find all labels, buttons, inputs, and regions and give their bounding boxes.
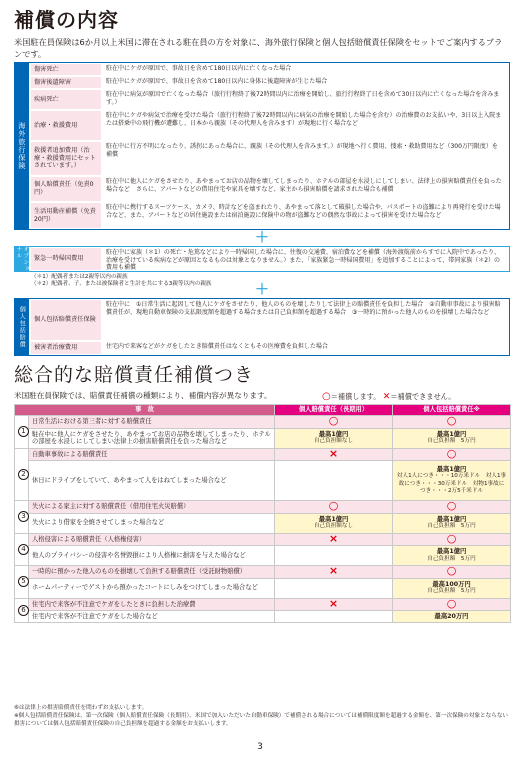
mark-umbrella: ○ bbox=[393, 566, 511, 579]
row-desc: 駐在中に家族（＊1）の死亡・危篤などにより一時帰国した場合に、往復の交通費、宿泊費などを補償（海外渡航前からすでに入院中であったり、治療を受けている疾病などが原因となるものは対象となりません。）また、「家族緊急一時帰国費用」を追加することによって、帯同家族（＊2）の費用も補償 bbox=[106, 249, 501, 272]
row-number: 6 bbox=[15, 598, 29, 623]
row-example: 休日にドライブをしていて、あやまって人をはねてしまった場合など bbox=[29, 461, 275, 501]
amount-personal-empty bbox=[275, 578, 393, 598]
header-umbrella: 個人包括賠償責任※ bbox=[393, 405, 511, 416]
row-desc: 駐在中にケガが原因で、事故日を含めて180日以内に亡くなった場合 bbox=[106, 65, 292, 72]
row-name: 個人賠償責任（免責0円） bbox=[31, 177, 101, 201]
section2-title: 総合的な賠償責任補償つき bbox=[14, 364, 255, 386]
footnote: ⑥は法律上の損害賠償責任を問わずお支払いします。 bbox=[14, 705, 148, 711]
row-example: ホームパーティーでゲストから預かったコートにしみをつけてしまった場合など bbox=[29, 578, 275, 598]
mark-umbrella: ○ bbox=[393, 533, 511, 546]
row-category: 人格侵害による賠償責任（人格権侵害） bbox=[29, 533, 275, 546]
row-name: 治療・救援費用 bbox=[31, 111, 101, 140]
personal-label: 個人包括賠償 bbox=[14, 298, 29, 356]
row-category: 自動車事故による賠償責任 bbox=[29, 448, 275, 461]
row-name: 生活用動産補償（免責20円） bbox=[31, 203, 101, 228]
mark-umbrella: ○ bbox=[393, 501, 511, 514]
row-example: 住宅内で来客が不注意でケガをした場合など bbox=[29, 611, 275, 623]
row-name: 個人包括賠償責任保険 bbox=[31, 300, 101, 340]
table-row bbox=[15, 501, 511, 514]
table-row bbox=[15, 448, 511, 461]
mark-personal: × bbox=[275, 533, 393, 546]
page-title: 補償の内容 bbox=[14, 8, 119, 32]
section2-intro: 米国駐在員保険では、賠償責任補償の種類により、補償内容が異なります。 bbox=[14, 391, 272, 400]
row-desc: 駐在中に携行するスーツケース、カメラ、時計などを盗まれたり、あやまって落として破損した場合や、パスポートの盗難により再発行を受けた場合など、また、アパートなどの居住施設または宿泊施設に保険中の物が盗難などの偶然な事故によって損害を受けた場合など bbox=[106, 204, 501, 219]
amount-personal: 最高1億円 自己負担額なし bbox=[275, 428, 393, 448]
mark-personal: × bbox=[275, 598, 393, 611]
row-number: 1 bbox=[15, 416, 29, 449]
amount-personal-empty bbox=[275, 546, 393, 566]
row-desc: 駐在中に行方不明になったり、誘拐にあった場合に、親族（その代理人を含みます。）が現地へ行く費用、捜索・救助費用など（300万円限度）を補償 bbox=[106, 143, 498, 158]
row-number: 5 bbox=[15, 566, 29, 599]
cross-icon: ✕ bbox=[382, 392, 391, 402]
row-name: 被害者治療費用 bbox=[31, 342, 101, 354]
table-row bbox=[15, 533, 511, 546]
amount-umbrella: 最高1億円 対人1人につき・・・10万米ドル 対人1事故につき・・・30万米ドル 対物1事故につき・・・2万5千米ドル bbox=[393, 461, 511, 501]
row-category: 住宅内で来客が不注意でケガをしたときに負担した治療費 bbox=[29, 598, 275, 611]
row-example: 他人のプライバシーの侵害や名誉毀損により人格権に損害を与えた場合など bbox=[29, 546, 275, 566]
row-desc: 駐在中に病気が原因で亡くなった場合（旅行行程終了後72時間以内に治療を開始し、旅行行程終了日を含めて30日以内に亡くなった場合を含みます。） bbox=[106, 91, 500, 106]
table-row bbox=[15, 546, 511, 566]
row-name: 疾病死亡 bbox=[31, 90, 101, 109]
row-name: 緊急一時帰国費用 bbox=[31, 248, 101, 270]
mark-personal: ○ bbox=[275, 501, 393, 514]
amount-umbrella: 最高1億円 自己負担額 5万円 bbox=[393, 546, 511, 566]
note: （＊1）配偶者または2親等以内の親族 bbox=[31, 274, 128, 280]
row-name: 傷害後遺障害 bbox=[31, 77, 101, 88]
mark-umbrella: ○ bbox=[393, 598, 511, 611]
row-number: 3 bbox=[15, 501, 29, 534]
row-desc: 駐在中にケガが原因で、事故日を含めて180日以内に身体に後遺障害が生じた場合 bbox=[106, 78, 328, 85]
amount-personal: 最高1億円 自己負担額なし bbox=[275, 513, 393, 533]
legend-x: ＝補償できません。 bbox=[390, 392, 456, 401]
amount-umbrella: 最高20万円 bbox=[393, 611, 511, 623]
row-number: 2 bbox=[15, 448, 29, 501]
table-row bbox=[15, 611, 511, 623]
amount-umbrella: 最高1億円 自己負担額 5万円 bbox=[393, 428, 511, 448]
legend-o: ＝補償します。 bbox=[330, 392, 381, 401]
row-desc: 住宅内で来客などがケガをしたとき賠償責任はなくともその医療費を負担した場合 bbox=[106, 343, 328, 350]
plus-icon: ＋ bbox=[255, 230, 269, 246]
mark-umbrella: ○ bbox=[393, 448, 511, 461]
table-row bbox=[15, 428, 511, 448]
row-number: 4 bbox=[15, 533, 29, 566]
header-personal: 個人賠償責任（長期用） bbox=[275, 405, 393, 416]
row-desc: 駐在中に ①日常生活に起因して他人にケガをさせたり、他人のものを壊したりして法律上の賠償責任を負担した場合 ②自動車事故により損害賠償責任が、現地自動車保険の支払限度額を超過する場合または自己負担額を超過する場合 ③一時的に預かった他人のものを損壊した場合など bbox=[106, 301, 501, 316]
row-desc: 駐在中にケガや病気で治療を受けた場合（旅行行程終了後72時間以内に病気の治療を開始した場合を含む）の治療費のお支払いや、3日以上入院または搭乗中の飛行機が遭難し、日本から親族（その代理人を含みます）が現地に行く場合など bbox=[106, 112, 502, 127]
row-example: 失火により借家を全焼させてしまった場合など bbox=[29, 513, 275, 533]
table-row bbox=[15, 461, 511, 501]
row-category: 失火による家主に対する賠償責任（借用住宅火災賠償） bbox=[29, 501, 275, 514]
amount-umbrella: 最高100万円 自己負担額 5万円 bbox=[393, 578, 511, 598]
travel-label: 海外旅行保険 bbox=[14, 62, 29, 230]
legend bbox=[322, 391, 455, 404]
circle-icon: ○ bbox=[322, 391, 331, 402]
footnote: ※個人包括賠償責任保険は、第一次保険（個人賠償責任保険（長期用）、米国で加入いただいた自動車保険）で補償される場合については補償限度額を超過する金額を、第一次保険の対象とならない損害については個人包括賠償責任保険の自己負担額を超過する金額をお支払いします。 bbox=[14, 713, 509, 727]
row-name: 救援者追加費用（治療・救援費用にセットされています。） bbox=[31, 142, 101, 175]
plus-icon: ＋ bbox=[255, 282, 269, 298]
amount-umbrella: 最高1億円 自己負担額 5万円 bbox=[393, 513, 511, 533]
amount-personal-empty bbox=[275, 611, 393, 623]
page-number: 3 bbox=[257, 742, 263, 752]
table-header bbox=[15, 405, 511, 416]
row-category: 日常生活における第三者に対する賠償責任 bbox=[29, 416, 275, 429]
coverage-section bbox=[14, 62, 510, 358]
table-row bbox=[15, 513, 511, 533]
table-row bbox=[15, 566, 511, 579]
table-row bbox=[15, 416, 511, 429]
liability-table bbox=[14, 404, 511, 623]
table-row bbox=[15, 598, 511, 611]
row-category: 一時的に預かった他人のものを損壊して負担する賠償責任（受託財物賠償） bbox=[29, 566, 275, 579]
note: （＊2）配偶者、子、または被保険者と生計を共にする3親等以内の親族 bbox=[31, 281, 212, 287]
header-event: 事 故 bbox=[15, 405, 275, 416]
amount-personal-empty bbox=[275, 461, 393, 501]
mark-umbrella: ○ bbox=[393, 416, 511, 429]
row-name: 傷害死亡 bbox=[31, 64, 101, 75]
mark-personal: ○ bbox=[275, 416, 393, 429]
intro-text: 米国駐在員保険は6か月以上米国に滞在される駐在員の方を対象に、海外旅行保険と個人包括賠償責任保険をセットでご案内するプランです。 bbox=[14, 37, 503, 59]
row-example: 駐在中に他人にケガをさせたり、あやまってお店の品物を壊してしまったり、ホテルの部屋を水浸しにしてしまい法律上の損害賠償責任を負った場合など bbox=[29, 428, 275, 448]
table-row bbox=[15, 578, 511, 598]
mark-personal: × bbox=[275, 448, 393, 461]
option-label: オプショナル bbox=[15, 246, 29, 272]
mark-personal: × bbox=[275, 566, 393, 579]
row-desc: 駐在中に他人にケガをさせたり、あやまってお店の品物を壊してしまったり、ホテルの部屋を水浸しにしてしまい、法律上の損害賠償責任を負った場合など さらに、アパートなどの借用住宅や家具を壊すなど、家主から損害賠償を請求された場合も補償 bbox=[106, 178, 502, 193]
